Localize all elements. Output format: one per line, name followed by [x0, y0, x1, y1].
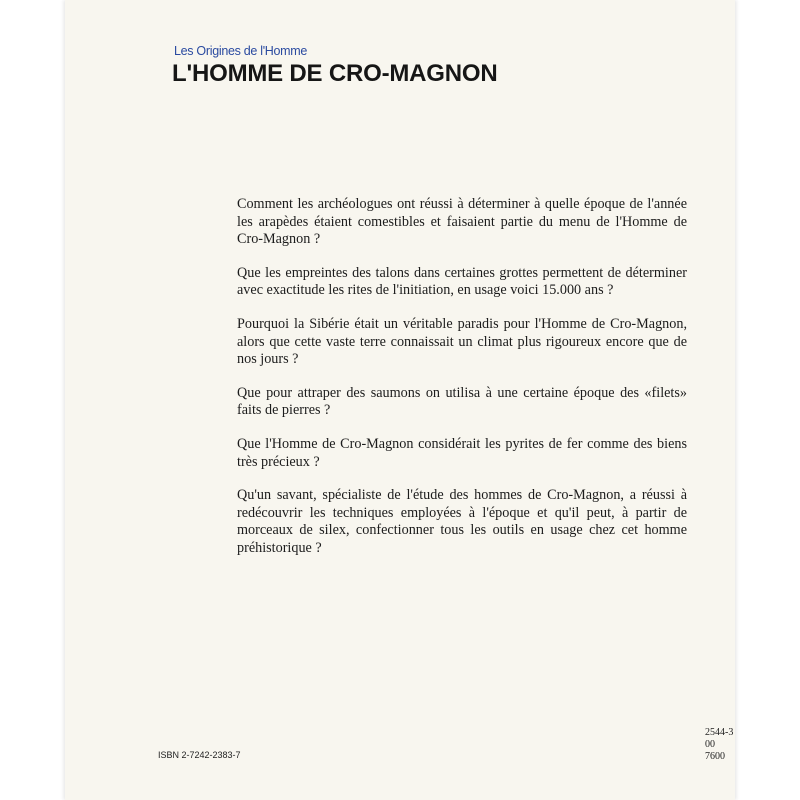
series-title: Les Origines de l'Homme — [174, 44, 308, 58]
question-paragraph: Pourquoi la Sibérie était un véritable paradis pour l'Homme de Cro-Magnon, alors que cette vaste terre connaissait un climat plus rigoureux encore que de nos jours ? — [237, 315, 687, 368]
product-code-1: 2544-3 — [705, 727, 734, 738]
product-codes — [705, 727, 735, 763]
question-paragraph: Qu'un savant, spécialiste de l'étude des hommes de Cro-Magnon, a réussi à redécouvrir les techniques employées à l'époque et qu'il peut, à partir de morceaux de silex, confectionner tous les outils en usage chez cet homme préhistorique ? — [237, 487, 687, 556]
question-paragraph: Que l'Homme de Cro-Magnon considérait les pyrites de fer comme des biens très précieux ? — [237, 435, 687, 470]
product-code-2: 00 7600 — [705, 739, 725, 762]
question-paragraph: Que pour attraper des saumons on utilisa à une certaine époque des «filets» faits de pierres ? — [237, 384, 687, 419]
questions-block — [237, 196, 687, 574]
book-title: L'HOMME DE CRO-MAGNON — [172, 60, 498, 87]
book-back-cover — [65, 0, 735, 800]
isbn-label: ISBN 2-7242-2383-7 — [158, 750, 241, 760]
question-paragraph: Comment les archéologues ont réussi à déterminer à quelle époque de l'année les arapèdes étaient comestibles et faisaient partie du menu de l'Homme de Cro-Magnon ? — [237, 196, 687, 248]
question-paragraph: Que les empreintes des talons dans certaines grottes permettent de déterminer avec exactitude les rites de l'initiation, en usage voici 15.000 ans ? — [237, 264, 687, 299]
